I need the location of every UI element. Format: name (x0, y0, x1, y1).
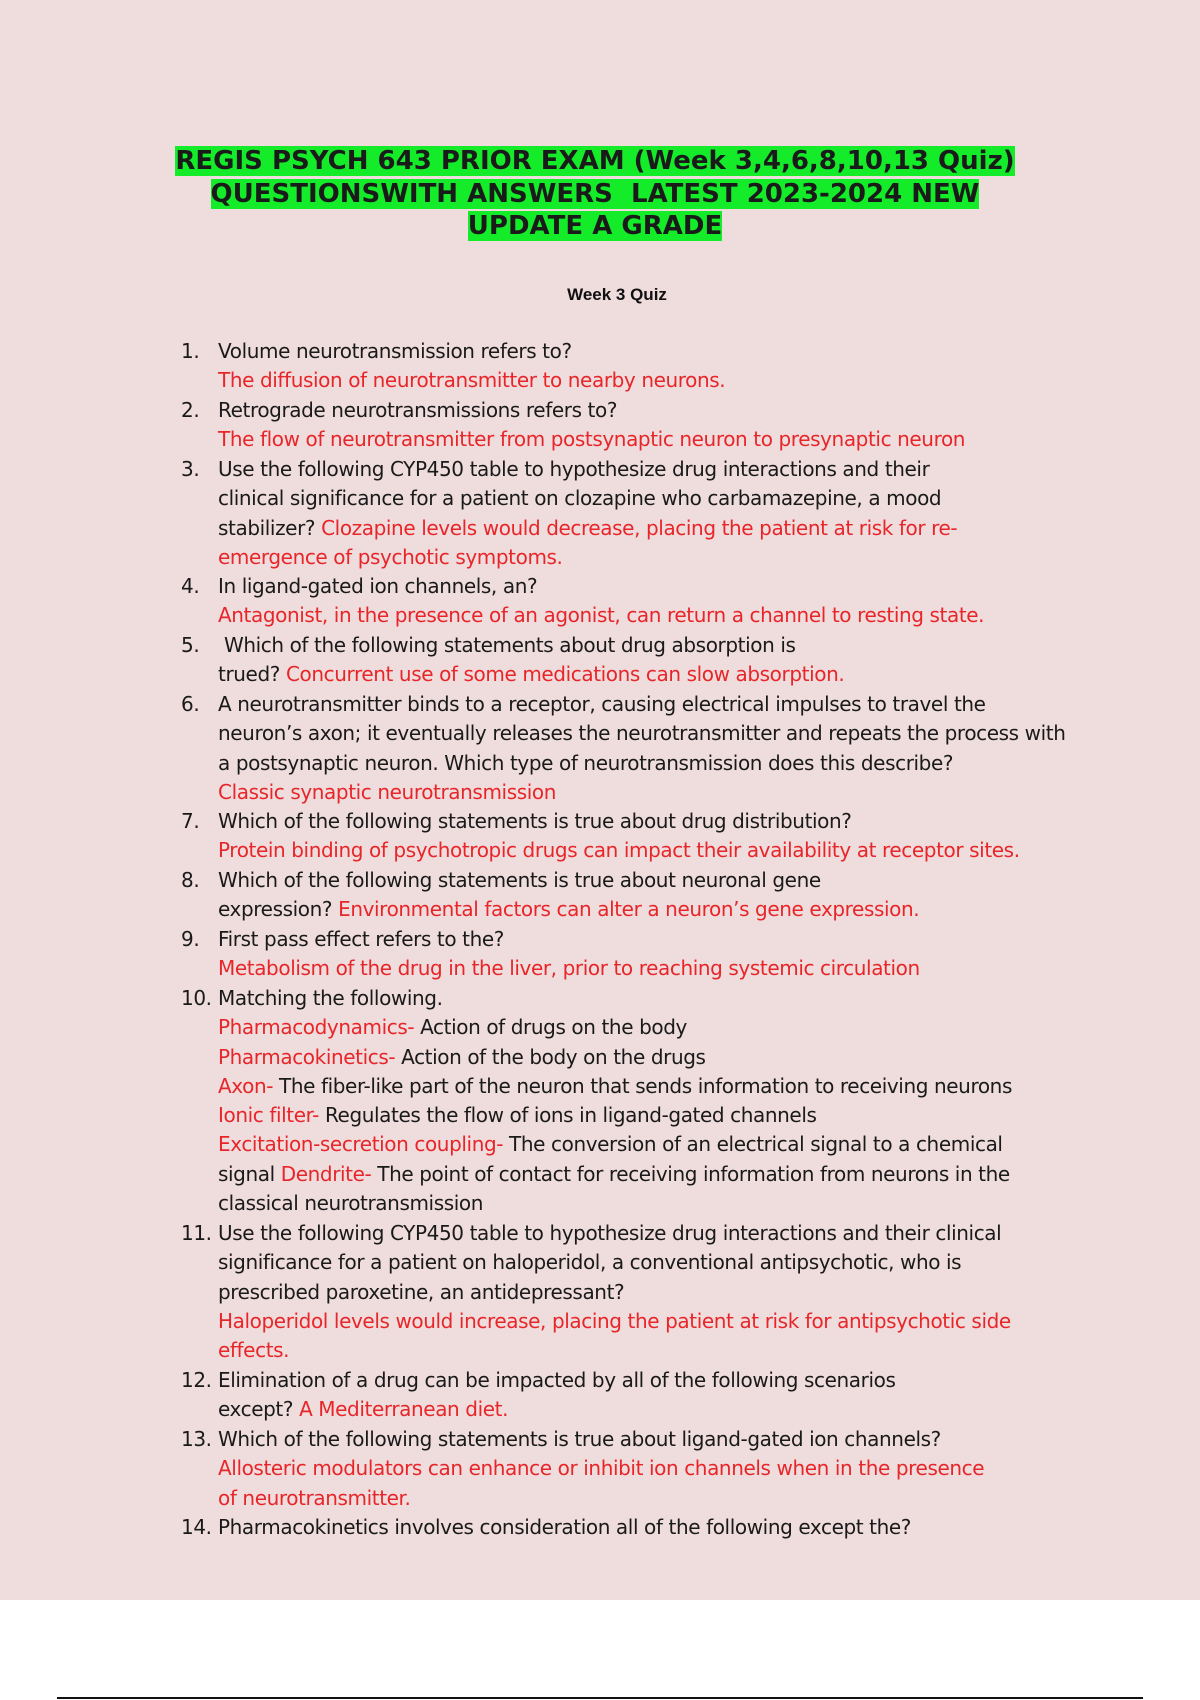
answer-text: The flow of neurotransmitter from postsynaptic neuron to presynaptic neuron (218, 427, 966, 452)
question-number: 5. (181, 633, 200, 657)
match-definition: The fiber-like part of the neuron that sends information to receiving neurons (273, 1073, 1012, 1098)
match-term: Axon- (218, 1073, 274, 1098)
question-number: 12. (181, 1368, 212, 1392)
footer-divider (57, 1697, 1143, 1699)
question-2 (181, 396, 1081, 455)
question-6 (181, 690, 1081, 807)
question-text-line: Which of the following statements is true about neuronal gene (218, 868, 821, 892)
question-8 (181, 866, 1081, 925)
match-definition: The point of contact for receiving information from neurons in the (371, 1161, 1010, 1186)
question-text-line: stabilizer? (218, 515, 316, 540)
question-text: Volume neurotransmission refers to? (218, 339, 572, 363)
question-4 (181, 572, 1081, 631)
answer-text: A Mediterranean diet. (299, 1397, 509, 1422)
question-14 (181, 1513, 1081, 1542)
match-lead: signal (218, 1161, 281, 1186)
title-line-3: UPDATE A GRADE (467, 211, 723, 241)
question-text-line: expression? (218, 897, 333, 922)
question-number: 13. (181, 1427, 212, 1451)
question-number: 11. (181, 1221, 212, 1245)
title-line-1: REGIS PSYCH 643 PRIOR EXAM (Week 3,4,6,8,10,13 Quiz) (175, 146, 1015, 176)
match-tail: classical neurotransmission (218, 1191, 484, 1216)
question-text-line: a postsynaptic neuron. Which type of neurotransmission does this describe? (218, 750, 954, 775)
question-text-line: Use the following CYP450 table to hypothesize drug interactions and their clinical (218, 1221, 1002, 1245)
question-number: 8. (181, 868, 200, 892)
answer-text: Metabolism of the drug in the liver, prior to reaching systemic circulation (218, 956, 920, 981)
question-text-line: trued? (218, 662, 280, 687)
question-number: 14. (181, 1515, 212, 1539)
question-text-line: neuron’s axon; it eventually releases the neurotransmitter and repeats the process with (218, 721, 1066, 746)
match-definition: Regulates the flow of ions in ligand-gated channels (318, 1103, 817, 1128)
question-7 (181, 807, 1081, 866)
match-row (218, 1072, 1081, 1101)
answer-text-line: Allosteric modulators can enhance or inhibit ion channels when in the presence (218, 1456, 985, 1481)
question-11 (181, 1219, 1081, 1365)
answer-text-line: effects. (218, 1338, 290, 1363)
answer-text: Classic synaptic neurotransmission (218, 779, 557, 804)
question-text-line: Which of the following statements about drug absorption is (218, 633, 796, 657)
answer-text-line: Haloperidol levels would increase, placing the patient at risk for antipsychotic side (218, 1308, 1011, 1333)
match-term: Ionic filter- (218, 1103, 319, 1128)
question-text-line: prescribed paroxetine, an antidepressant? (218, 1279, 625, 1304)
match-row (218, 1101, 1081, 1130)
question-10 (181, 984, 1081, 1218)
answer-text-line: Clozapine levels would decrease, placing the patient at risk for re- (321, 515, 958, 540)
question-3 (181, 455, 1081, 572)
question-number: 10. (181, 986, 212, 1010)
question-number: 6. (181, 692, 200, 716)
match-definition: Action of drugs on the body (414, 1015, 687, 1040)
question-text: First pass effect refers to the? (218, 927, 504, 951)
answer-text-line: emergence of psychotic symptoms. (218, 544, 563, 569)
question-text: Which of the following statements is true about ligand-gated ion channels? (218, 1427, 941, 1451)
match-row (218, 1160, 1081, 1189)
answer-text: Environmental factors can alter a neuron’s gene expression. (338, 897, 920, 922)
question-text: Retrograde neurotransmissions refers to? (218, 398, 618, 422)
match-row (218, 1043, 1081, 1072)
question-text: Matching the following. (218, 986, 443, 1010)
question-text: Which of the following statements is true about drug distribution? (218, 809, 852, 833)
match-row (218, 1130, 1081, 1159)
question-number: 7. (181, 809, 200, 833)
question-number: 4. (181, 574, 200, 598)
question-text-line: A neurotransmitter binds to a receptor, causing electrical impulses to travel the (218, 692, 986, 716)
match-row (218, 1013, 1081, 1042)
question-text-line: significance for a patient on haloperidol, a conventional antipsychotic, who is (218, 1250, 962, 1275)
question-number: 3. (181, 457, 200, 481)
question-5 (181, 631, 1081, 690)
answer-text: The diffusion of neurotransmitter to nearby neurons. (218, 368, 726, 393)
question-1 (181, 337, 1081, 396)
match-term: Dendrite- (280, 1161, 372, 1186)
match-term: Pharmacodynamics- (218, 1015, 415, 1040)
match-term: Pharmacokinetics- (218, 1044, 396, 1069)
answer-text: Concurrent use of some medications can slow absorption. (285, 662, 845, 687)
question-text-line: Elimination of a drug can be impacted by all of the following scenarios (218, 1368, 896, 1392)
question-text: In ligand-gated ion channels, an? (218, 574, 538, 598)
answer-text: Protein binding of psychotropic drugs can impact their availability at receptor sites. (218, 838, 1020, 863)
answer-text-line: of neurotransmitter. (218, 1485, 411, 1510)
question-number: 9. (181, 927, 200, 951)
question-number: 2. (181, 398, 200, 422)
match-term: Excitation-secretion coupling- (218, 1132, 504, 1157)
question-number: 1. (181, 339, 200, 363)
section-heading: Week 3 Quiz (567, 285, 667, 304)
question-13 (181, 1425, 1081, 1513)
answer-text: Antagonist, in the presence of an agonist, can return a channel to resting state. (218, 603, 985, 628)
question-text-line: Use the following CYP450 table to hypothesize drug interactions and their (218, 457, 930, 481)
match-definition: The conversion of an electrical signal to a chemical (503, 1132, 1003, 1157)
question-text-line: clinical significance for a patient on clozapine who carbamazepine, a mood (218, 486, 942, 511)
document-title (140, 145, 1050, 243)
title-line-2: QUESTIONSWITH ANSWERS LATEST 2023-2024 NEW (210, 178, 980, 209)
question-9 (181, 925, 1081, 984)
match-definition: Action of the body on the drugs (395, 1044, 706, 1069)
question-12 (181, 1366, 1081, 1425)
question-text: Pharmacokinetics involves consideration all of the following except the? (218, 1515, 912, 1539)
question-text-line: except? (218, 1397, 294, 1422)
